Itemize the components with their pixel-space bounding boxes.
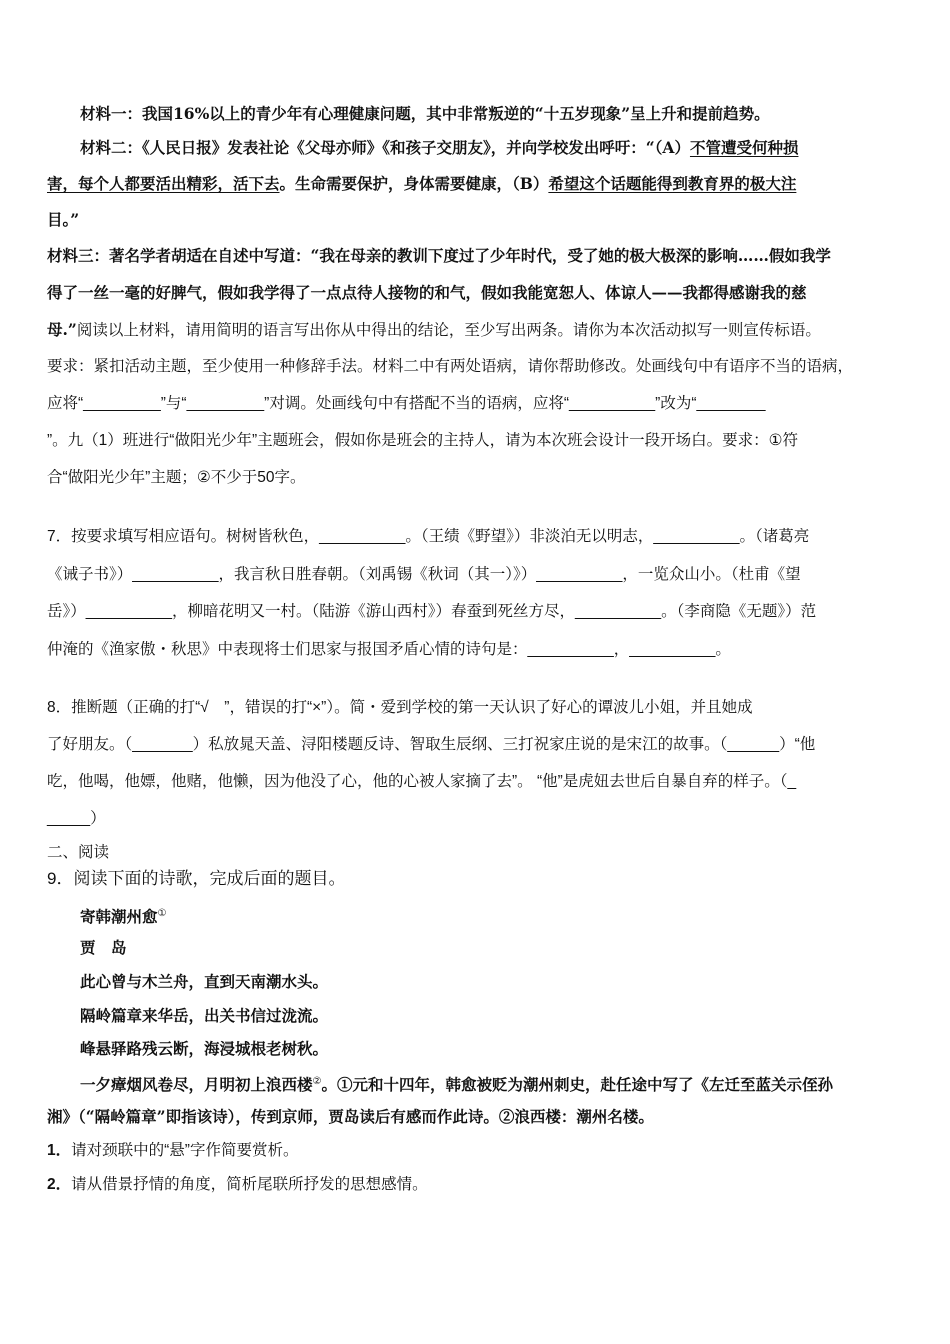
q8-line-1: 8．推断题（正确的打“√ ”，错误的打“×”）。简・爱到学校的第一天认识了好心的谭波儿小姐，并且她成 (47, 699, 753, 716)
q6-line-2: 应将“_________”与“_________”对调。处画线句中有搭配不当的语病，应将“__________”改为“________ (47, 395, 766, 412)
sentence-a-underline-cont: 害，每个人都要活出精彩，活下去 (47, 174, 280, 193)
material-two-line-1: 材料二：《人民日报》发表社论《父母亦师》《和孩子交朋友》，并向学校发出呼吁：“（A）不管遭受何种损 (80, 138, 799, 157)
q9-sub-2: 2．请从借景抒情的角度，简析尾联所抒发的思想感情。 (47, 1176, 428, 1193)
footnote-mark: ① (157, 908, 167, 919)
q9-title: 9．阅读下面的诗歌，完成后面的题目。 (47, 869, 346, 888)
poem-line-4: 一夕瘴烟风卷尽，月明初上浪西楼②。①元和十四年，韩愈被贬为潮州刺史，赴任途中写了《左迁至蓝关示侄孙 (80, 1075, 833, 1095)
material-two-line-2: 害，每个人都要活出精彩，活下去。生命需要保护，身体需要健康，（B）希望这个话题能得到教育界的极大注 (47, 174, 797, 193)
q7-line-3: 岳》）__________，柳暗花明又一村。（陆游《游山西村》）春蚕到死丝方尽，__________。（李商隐《无题》）范 (47, 603, 817, 620)
q7-line-2: 《诫子书》）__________，我言秋日胜春朝。（刘禹锡《秋词（其一）》）__________，一览众山小。（杜甫《望 (47, 566, 801, 583)
q7-line-1: 7．按要求填写相应语句。树树皆秋色，__________。（王绩《野望》）非淡泊无以明志，__________。（诸葛亮 (47, 528, 810, 545)
q7-line-4: 仲淹的《渔家傲・秋思》中表现将士们思家与报国矛盾心情的诗句是：__________，__________。 (47, 641, 731, 658)
material-three-line-3: 母.”阅读以上材料，请用简明的语言写出你从中得出的结论，至少写出两条。请你为本次活动拟写一则宣传标语。 (47, 320, 821, 339)
poem-line-2: 隔岭篇章来华岳，出关书信过泷流。 (80, 1006, 329, 1025)
poem-line-1: 此心曾与木兰舟，直到天南潮水头。 (80, 972, 329, 991)
q8-line-2: 了好朋友。（_______）私放晁天盖、浔阳楼题反诗、智取生辰纲、三打祝家庄说的是宋江的故事。（______）“他 (47, 736, 816, 753)
footnote-mark: ② (312, 1076, 322, 1087)
sentence-b-underline: 希望这个话题能得到教育界的极大注 (548, 174, 797, 193)
q9-sub-1: 1．请对颈联中的“悬”字作简要赏析。 (47, 1142, 299, 1159)
q6-line-3: ”。九（1）班进行“做阳光少年”主题班会，假如你是班会的主持人，请为本次班会设计一段开场白。要求：①符 (47, 432, 799, 449)
q8-line-4: _____） (47, 810, 106, 827)
material-one: 材料一：我国16%以上的青少年有心理健康问题，其中非常叛逆的“十五岁现象”呈上升和提前趋势。 (80, 104, 770, 123)
material-two-line-3: 目。” (47, 210, 80, 229)
poem-notes: 湘》（“隔岭篇章”即指该诗），传到京师，贾岛读后有感而作此诗。②浪西楼：潮州名楼。 (47, 1107, 654, 1126)
q6-line-1: 要求：紧扣活动主题，至少使用一种修辞手法。材料二中有两处语病，请你帮助修改。处画线句中有语序不当的语病， (47, 358, 854, 375)
q6-line-4: 合“做阳光少年”主题；②不少于50字。 (47, 469, 306, 486)
sentence-a-underline: 不管遭受何种损 (689, 138, 799, 157)
material-three-line-2: 得了一丝一毫的好脾气，假如我学得了一点点待人接物的和气，假如我能宽恕人、体谅人——我都得感谢我的慈 (47, 283, 807, 302)
material-three-line-1: 材料三：著名学者胡适在自述中写道：“我在母亲的教训下度过了少年时代，受了她的极大极深的影响……假如我学 (47, 246, 831, 265)
q8-line-3: 吃，他喝，他嫖，他赌，他懒，因为他没了心，他的心被人家摘了去”。 “他”是虎妞去世后自暴自弃的样子。（_ (47, 773, 797, 790)
poem-title: 寄韩潮州愈① (80, 907, 167, 927)
poem-author: 贾 岛 (80, 938, 127, 957)
section-heading: 二、阅读 (47, 844, 110, 861)
poem-line-3: 峰悬驿路残云断，海浸城根老树秋。 (80, 1039, 329, 1058)
